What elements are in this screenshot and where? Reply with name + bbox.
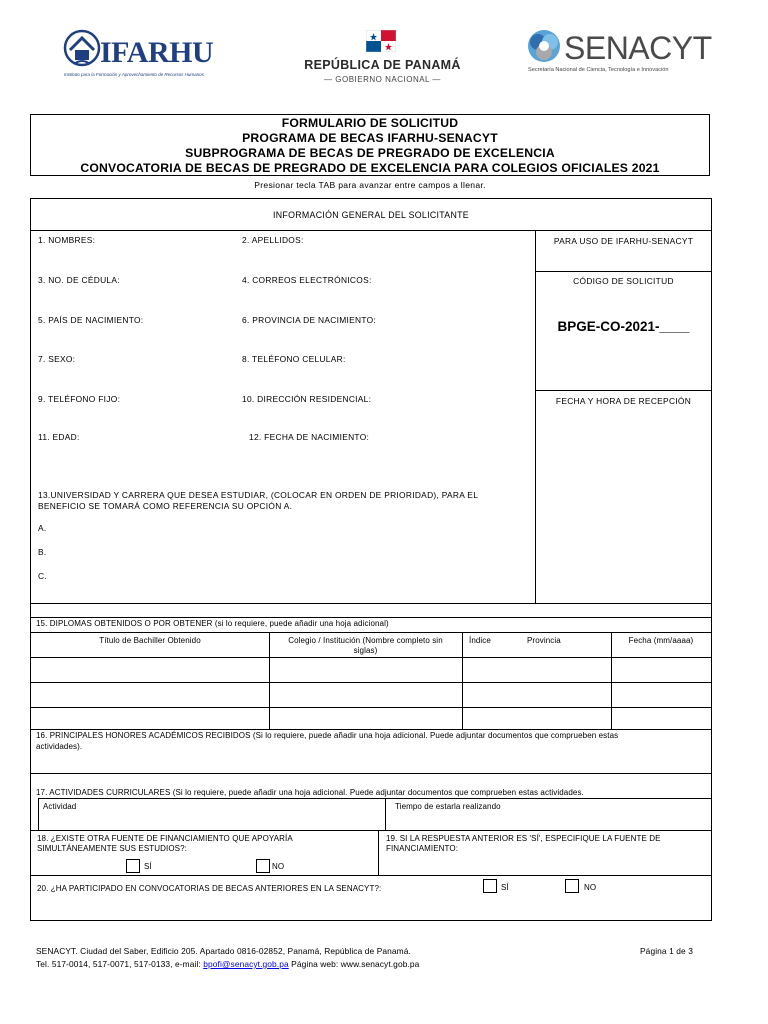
column-divider — [269, 632, 270, 729]
title-line-1: FORMULARIO DE SOLICITUD — [281, 116, 459, 130]
republica-logo — [300, 28, 465, 90]
diplomas-col-colegio — [269, 636, 462, 656]
column-divider — [462, 632, 463, 729]
option-c[interactable]: C. — [38, 571, 47, 581]
q20-no-checkbox[interactable] — [565, 879, 579, 893]
senacyt-emblem-icon — [526, 28, 562, 64]
q18-no-checkbox[interactable] — [256, 859, 270, 873]
column-divider — [38, 798, 39, 831]
q18-label-1: 18. ¿EXISTE OTRA FUENTE DE FINANCIAMIENTO QUE APOYARÍA — [37, 834, 293, 843]
diploma-row-2-titulo[interactable] — [31, 682, 269, 707]
divider — [31, 230, 711, 231]
diplomas-col-colegio-1: Colegio / Institución (Nombre completo sin — [288, 636, 443, 645]
column-divider — [385, 798, 386, 831]
senacyt-name: SENACYT — [564, 30, 712, 66]
panama-flag-icon — [366, 30, 396, 52]
footer-web: Página web: www.senacyt.gob.pa — [288, 959, 420, 969]
tab-instruction: Presionar tecla TAB para avanzar entre campos a llenar. — [254, 180, 486, 190]
title-line-2: PROGRAMA DE BECAS IFARHU-SENACYT — [242, 131, 498, 145]
footer-address: SENACYT. Ciudad del Saber, Edificio 205. Apartado 0816-02852, Panamá, República de Panamá. — [36, 946, 411, 956]
footer-contact — [36, 959, 419, 969]
field-provincia-nacimiento[interactable]: 6. PROVINCIA DE NACIMIENTO: — [242, 315, 377, 325]
q18-label-2: SIMULTÁNEAMENTE SUS ESTUDIOS?: — [37, 844, 187, 853]
divider — [31, 773, 711, 774]
column-divider — [611, 632, 612, 729]
field-apellidos[interactable]: 2. APELLIDOS: — [242, 235, 304, 245]
divider — [31, 830, 711, 831]
diplomas-col-indice: Índice — [469, 636, 491, 645]
field-telefono-celular[interactable]: 8. TELÉFONO CELULAR: — [242, 354, 346, 364]
diplomas-col-fecha: Fecha (mm/aaaa) — [628, 636, 694, 645]
divider — [535, 271, 711, 272]
senacyt-logo — [526, 26, 712, 80]
section-general-title: INFORMACIÓN GENERAL DEL SOLICITANTE — [273, 210, 469, 220]
q18-si-label: SÍ — [144, 862, 152, 871]
actividades-title: 17. ACTIVIDADES CURRICULARES (Si lo requiere, puede añadir una hoja adicional. Puede adjuntar documentos que comprueben estas actividades. — [36, 788, 584, 797]
fecha-recepcion-label: FECHA Y HORA DE RECEPCIÓN — [555, 396, 692, 406]
divider — [31, 603, 711, 604]
q18-si-checkbox[interactable] — [126, 859, 140, 873]
ifarhu-subtitle: Instituto para la Formación y Aprovechamiento de Recursos Humanos — [64, 72, 204, 77]
republica-title: REPÚBLICA DE PANAMÁ — [304, 58, 461, 72]
option-a[interactable]: A. — [38, 523, 47, 533]
page-number: Página 1 de 3 — [640, 946, 693, 956]
footer-phones: Tel. 517-0014, 517-0071, 517-0133, e-mail: — [36, 959, 204, 969]
office-use-label: PARA USO DE IFARHU-SENACYT — [553, 236, 694, 246]
field-fecha-nacimiento[interactable]: 12. FECHA DE NACIMIENTO: — [249, 432, 370, 442]
divider — [535, 390, 711, 391]
title-box — [30, 114, 710, 176]
diploma-row-3-titulo[interactable] — [31, 707, 269, 729]
field-sexo[interactable]: 7. SEXO: — [38, 354, 76, 364]
senacyt-subtitle: Secretaría Nacional de Ciencia, Tecnología e Innovación — [528, 67, 669, 73]
q20-si-label: SÍ — [501, 883, 509, 892]
diplomas-col-colegio-2: siglas) — [353, 646, 378, 655]
gobierno-subtitle: — GOBIERNO NACIONAL — — [324, 75, 441, 84]
option-b[interactable]: B. — [38, 547, 47, 557]
title-line-3: SUBPROGRAMA DE BECAS DE PREGRADO DE EXCELENCIA — [185, 146, 555, 160]
ifarhu-emblem-icon — [62, 28, 102, 72]
q19-label-2: FINANCIAMIENTO: — [386, 844, 459, 853]
divider — [38, 798, 711, 799]
q20-label: 20. ¿HA PARTICIPADO EN CONVOCATORIAS DE BECAS ANTERIORES EN LA SENACYT?: — [37, 884, 382, 893]
field-nombres[interactable]: 1. NOMBRES: — [38, 235, 96, 245]
codigo-label: CÓDIGO DE SOLICITUD — [573, 276, 674, 286]
diploma-row-1-titulo[interactable] — [31, 657, 269, 682]
q19-label-1: 19. SI LA RESPUESTA ANTERIOR ES 'SÍ', ESPECIFIQUE LA FUENTE DE — [386, 834, 661, 843]
diplomas-col-provincia: Provincia — [527, 636, 561, 645]
diplomas-title: 15. DIPLOMAS OBTENIDOS O POR OBTENER (si lo requiere, puede añadir una hoja adicional) — [36, 619, 389, 628]
actividades-col-actividad: Actividad — [43, 802, 77, 811]
honores-input[interactable] — [31, 754, 711, 772]
footer-email-link[interactable]: bpofi@senacyt.gob.pa — [203, 959, 289, 969]
q20-no-label: NO — [584, 883, 597, 892]
field-cedula[interactable]: 3. NO. DE CÉDULA: — [38, 275, 120, 285]
q20-si-checkbox[interactable] — [483, 879, 497, 893]
honores-label-1: 16. PRINCIPALES HONORES ACADÉMICOS RECIBIDOS (Si lo requiere, puede añadir una hoja adicional. Puede adjuntar documentos que comprueben estas — [36, 731, 619, 740]
application-form — [30, 198, 712, 921]
actividades-col-tiempo: Tiempo de estarla realizando — [395, 802, 501, 811]
codigo-value: BPGE-CO-2021-____ — [557, 319, 690, 334]
divider — [31, 617, 711, 618]
field-pais-nacimiento[interactable]: 5. PAÍS DE NACIMIENTO: — [38, 315, 144, 325]
field-correos[interactable]: 4. CORREOS ELECTRÓNICOS: — [242, 275, 372, 285]
field-universidad-label-2: BENEFICIO SE TOMARÁ COMO REFERENCIA SU OPCIÓN A. — [38, 501, 293, 511]
field-telefono-fijo[interactable]: 9. TELÉFONO FIJO: — [38, 394, 121, 404]
q18-no-label: NO — [272, 862, 285, 871]
divider — [31, 875, 711, 876]
divider — [31, 729, 711, 730]
field-universidad-label-1: 13.UNIVERSIDAD Y CARRERA QUE DESEA ESTUDIAR, (COLOCAR EN ORDEN DE PRIORIDAD), PARA EL — [38, 490, 479, 500]
ifarhu-name: IFARHU — [100, 36, 214, 69]
honores-label-2: actividades). — [36, 742, 83, 751]
q19-input[interactable] — [379, 855, 711, 875]
field-edad[interactable]: 11. EDAD: — [38, 432, 80, 442]
ifarhu-logo — [62, 28, 232, 84]
title-line-4: CONVOCATORIA DE BECAS DE PREGRADO DE EXCELENCIA PARA COLEGIOS OFICIALES 2021 — [80, 161, 660, 175]
field-direccion[interactable]: 10. DIRECCIÓN RESIDENCIAL: — [242, 394, 372, 404]
divider — [31, 632, 711, 633]
diplomas-col-titulo: Título de Bachiller Obtenido — [99, 636, 201, 645]
